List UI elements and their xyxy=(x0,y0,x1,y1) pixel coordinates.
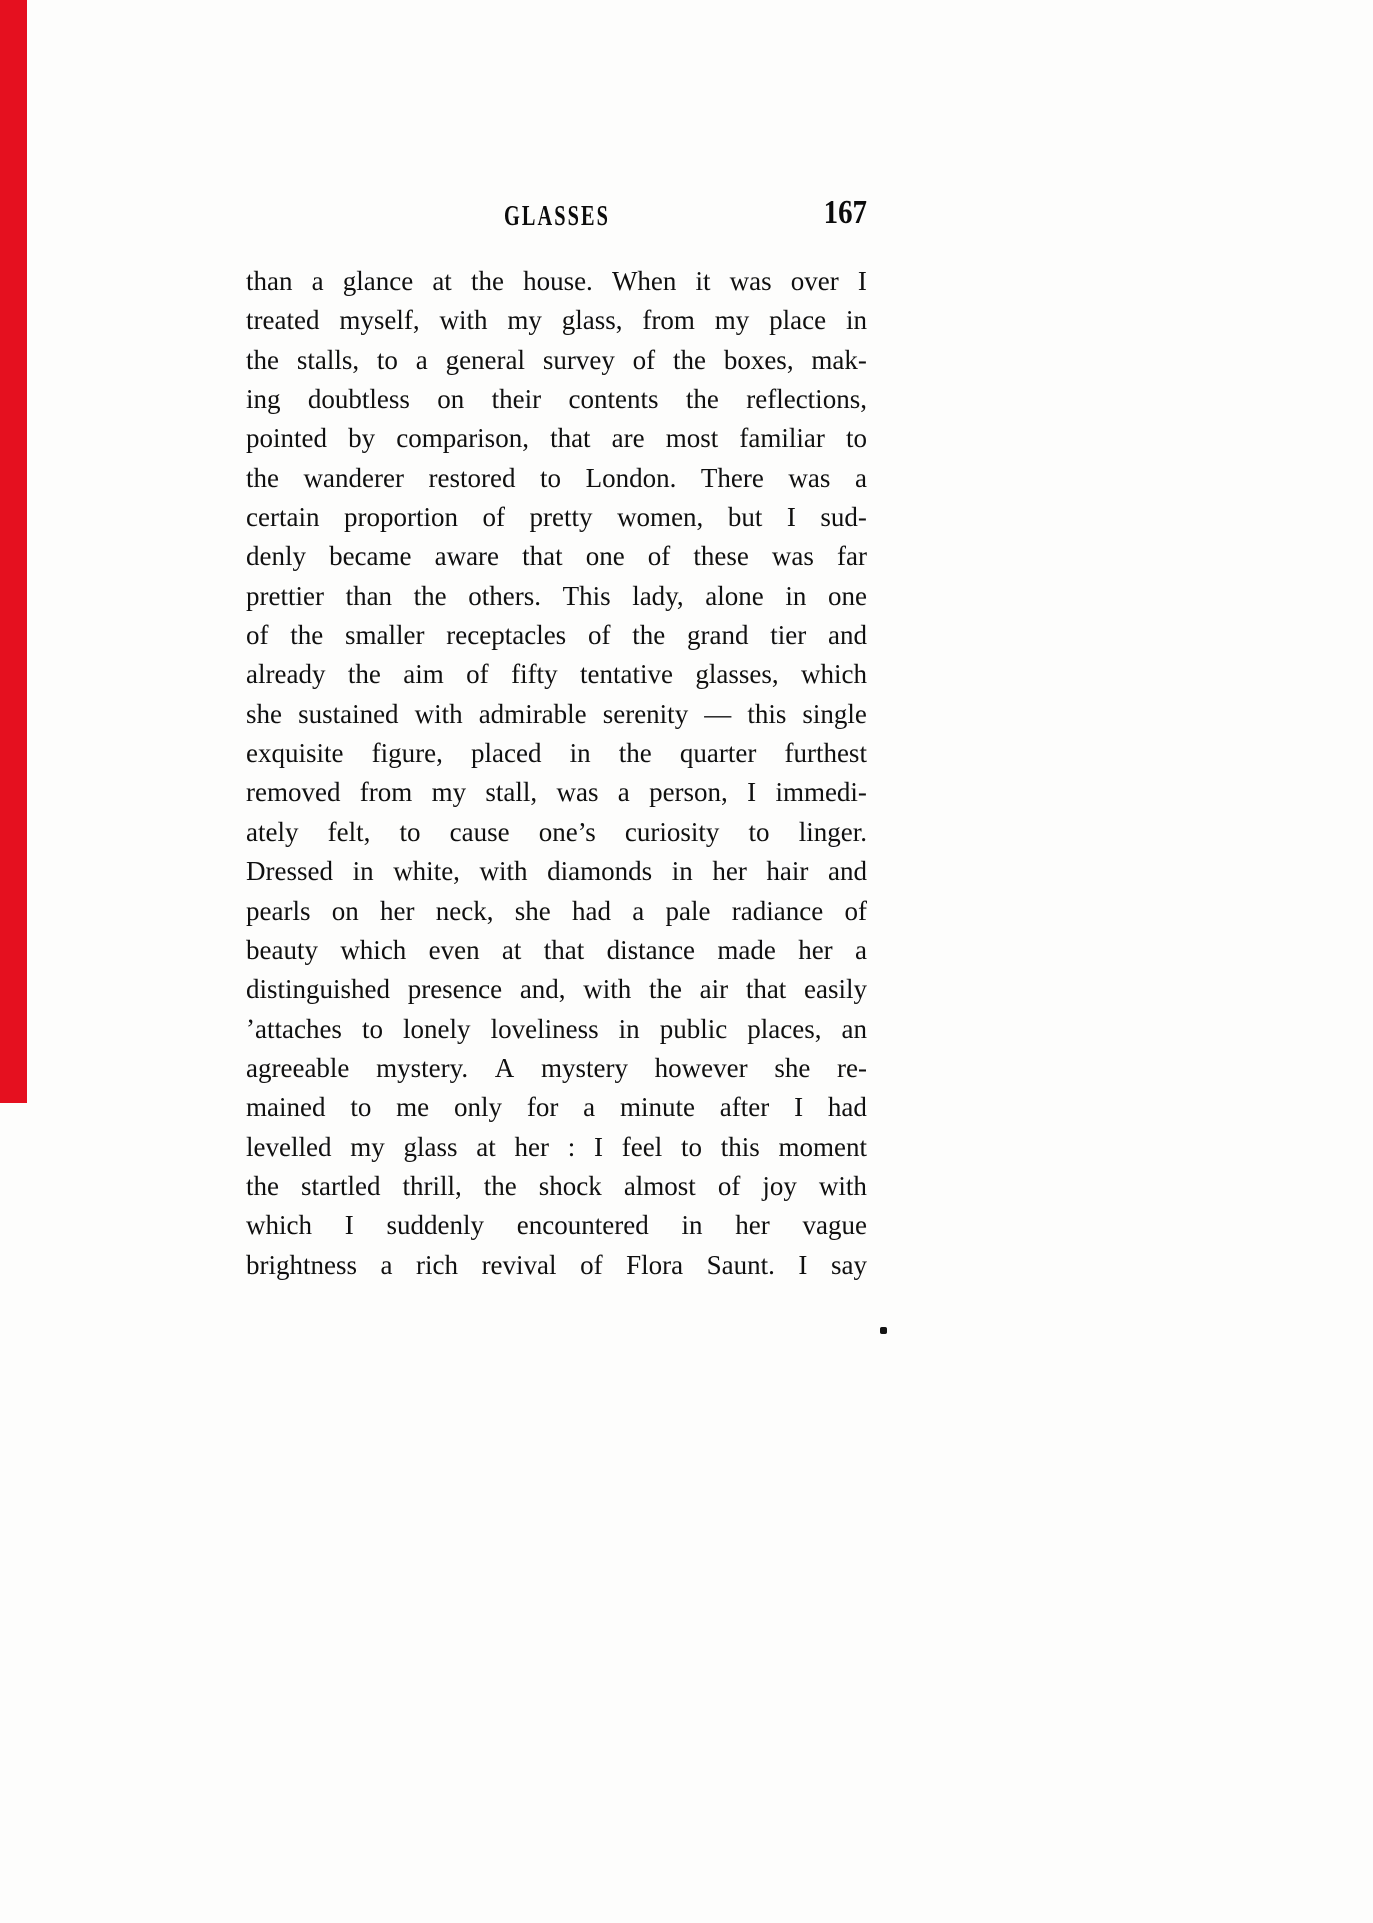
text-line: the stalls, to a general survey of the boxes, mak- xyxy=(246,344,867,375)
text-line: ing doubtless on their contents the reflections, xyxy=(246,384,867,415)
text-line: exquisite figure, placed in the quarter furthest xyxy=(246,738,867,769)
page-number: 167 xyxy=(823,194,867,231)
text-line: already the aim of fifty tentative glasses, which xyxy=(246,659,867,690)
page-title: GLASSES xyxy=(503,200,610,232)
text-line: distinguished presence and, with the air that easily xyxy=(246,974,867,1005)
text-line: treated myself, with my glass, from my place in xyxy=(246,305,867,336)
running-head xyxy=(246,194,867,232)
text-line: she sustained with admirable serenity — this single xyxy=(246,698,867,729)
text-line: of the smaller receptacles of the grand tier and xyxy=(246,620,867,651)
text-line: prettier than the others. This lady, alone in one xyxy=(246,580,867,611)
scan-edge-artifact xyxy=(0,0,27,1103)
text-line: which I suddenly encountered in her vague xyxy=(246,1210,867,1241)
text-block xyxy=(246,262,867,1285)
text-line: certain proportion of pretty women, but I sud- xyxy=(246,502,867,533)
text-line: levelled my glass at her : I feel to this moment xyxy=(246,1131,867,1162)
text-line: Dressed in white, with diamonds in her hair and xyxy=(246,856,867,887)
text-line: mained to me only for a minute after I had xyxy=(246,1092,867,1123)
text-line: ately felt, to cause one’s curiosity to linger. xyxy=(246,816,867,847)
text-line: than a glance at the house. When it was over I xyxy=(246,266,867,296)
text-line: agreeable mystery. A mystery however she re- xyxy=(246,1052,867,1083)
text-line: the startled thrill, the shock almost of joy with xyxy=(246,1170,867,1201)
text-line: pearls on her neck, she had a pale radiance of xyxy=(246,895,867,926)
text-line: pointed by comparison, that are most familiar to xyxy=(246,423,867,454)
text-line: brightness a rich revival of Flora Saunt. I say xyxy=(246,1249,867,1280)
text-line: denly became aware that one of these was far xyxy=(246,541,867,572)
ink-dot-artifact xyxy=(880,1327,887,1334)
text-line: ʼattaches to lonely loveliness in public places, an xyxy=(246,1013,867,1044)
text-line: the wanderer restored to London. There was a xyxy=(246,462,867,493)
text-line: beauty which even at that distance made her a xyxy=(246,934,867,965)
text-line: removed from my stall, was a person, I immedi- xyxy=(246,777,867,808)
